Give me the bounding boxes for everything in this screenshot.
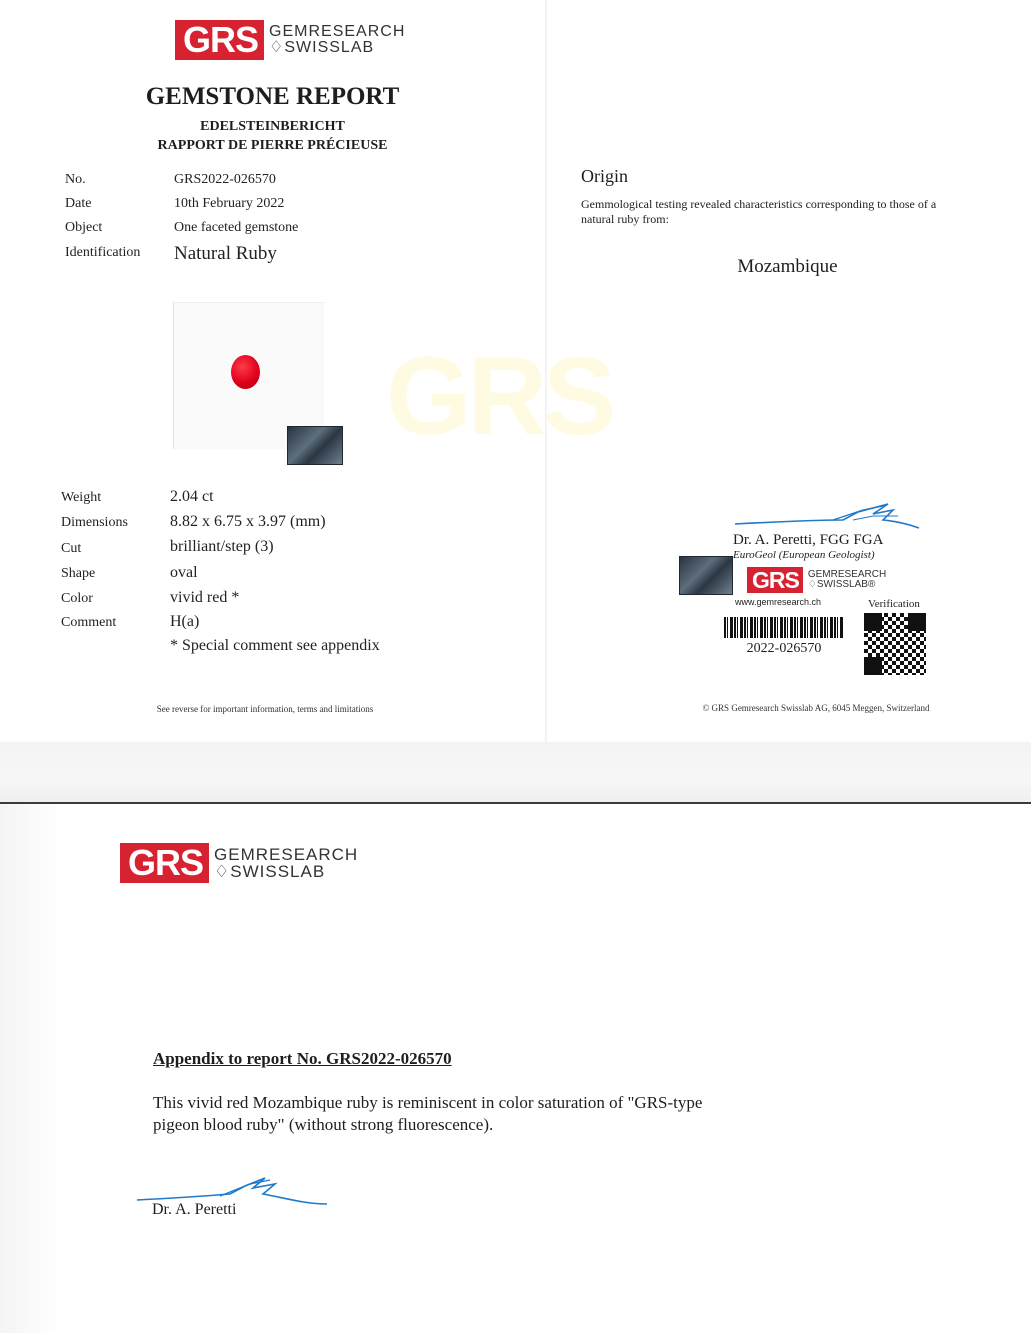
origin-country: Mozambique — [737, 256, 838, 277]
detail-value-color: vivid red * — [170, 589, 240, 606]
diamond-icon: ♢ — [214, 862, 231, 881]
barcode — [724, 617, 844, 638]
swiss-cross-icon — [734, 567, 747, 593]
field-value-number: GRS2022-026570 — [174, 172, 276, 187]
grs-logo-appendix-mark: GRS — [98, 843, 209, 883]
ruby-image — [231, 355, 260, 389]
sheet-gap — [0, 742, 1031, 804]
grs-logo-small — [734, 567, 886, 593]
signer-role: EuroGeol (European Geologist) — [733, 549, 875, 561]
report-title: GEMSTONE REPORT — [145, 83, 400, 110]
swiss-cross-icon — [98, 843, 120, 883]
detail-label-shape: Shape — [61, 566, 96, 581]
field-label-date: Date — [65, 196, 92, 211]
detail-value-weight: 2.04 ct — [170, 488, 214, 505]
origin-text: Gemmological testing revealed characteristics corresponding to those of a natural ruby from: — [581, 197, 937, 226]
verification-qr-code[interactable] — [864, 613, 926, 675]
field-label-number: No. — [65, 172, 86, 187]
detail-value-shape: oval — [170, 564, 198, 581]
signer-name: Dr. A. Peretti, FGG FGA — [733, 532, 884, 548]
special-comment-note: * Special comment see appendix — [170, 637, 380, 654]
detail-value-comment: H(a) — [170, 613, 200, 630]
field-value-object: One faceted gemstone — [174, 220, 299, 235]
detail-label-weight: Weight — [61, 490, 102, 505]
diamond-icon: ♢ — [807, 579, 817, 590]
security-hologram — [287, 426, 343, 465]
grs-logo-appendix-words: GEMRESEARCH ♢SWISSLAB — [214, 845, 359, 881]
logo-line1: GEMRESEARCH — [269, 23, 406, 40]
grs-logo-small-mark: GRS — [734, 567, 803, 593]
appendix-heading: Appendix to report No. GRS2022-026570 — [153, 1049, 452, 1068]
grs-logo — [153, 20, 405, 60]
grs-logo-small-words: GEMRESEARCH ♢SWISSLAB® — [807, 569, 887, 590]
copyright-line: © GRS Gemresearch Swisslab AG, 6045 Meggen, Switzerland — [702, 703, 930, 713]
grs-logo-text: GRS — [183, 19, 259, 60]
security-hologram-small — [679, 556, 733, 595]
grs-logo-words — [269, 24, 405, 56]
field-label-identification: Identification — [65, 245, 141, 260]
detail-label-cut: Cut — [61, 541, 82, 556]
field-value-identification: Natural Ruby — [174, 243, 277, 264]
grs-logo-mark — [153, 20, 264, 60]
appendix-signer-name: Dr. A. Peretti — [152, 1201, 237, 1218]
detail-value-dimensions: 8.82 x 6.75 x 3.97 (mm) — [170, 513, 326, 530]
field-label-object: Object — [65, 220, 103, 235]
grs-watermark: GRS — [386, 335, 613, 458]
appendix-text: This vivid red Mozambique ruby is reminiscent in color saturation of "GRS-type pigeon blood ruby" (without strong fluorescence). — [153, 1093, 703, 1134]
detail-value-cut: brilliant/step (3) — [170, 538, 274, 555]
origin-heading: Origin — [581, 166, 628, 186]
swiss-cross-icon — [153, 20, 175, 60]
report-subtitle-fr: RAPPORT DE PIERRE PRÉCIEUSE — [157, 138, 388, 153]
field-value-date: 10th February 2022 — [174, 196, 285, 211]
signature-peretti — [733, 498, 923, 534]
diamond-icon: ♢ — [269, 39, 285, 56]
verification-label: Verification — [868, 598, 920, 610]
detail-label-comment: Comment — [61, 615, 117, 630]
barcode-number: 2022-026570 — [746, 641, 822, 656]
grs-logo-appendix — [98, 843, 358, 883]
website-text: www.gemresearch.ch — [735, 597, 822, 607]
detail-label-color: Color — [61, 591, 93, 606]
report-subtitle-de: EDELSTEINBERICHT — [200, 119, 345, 134]
appendix-sheet-edge — [0, 804, 60, 1333]
logo-line2: ♢SWISSLAB — [269, 39, 375, 56]
detail-label-dimensions: Dimensions — [61, 515, 128, 530]
reverse-footnote: See reverse for important information, terms and limitations — [156, 704, 374, 714]
